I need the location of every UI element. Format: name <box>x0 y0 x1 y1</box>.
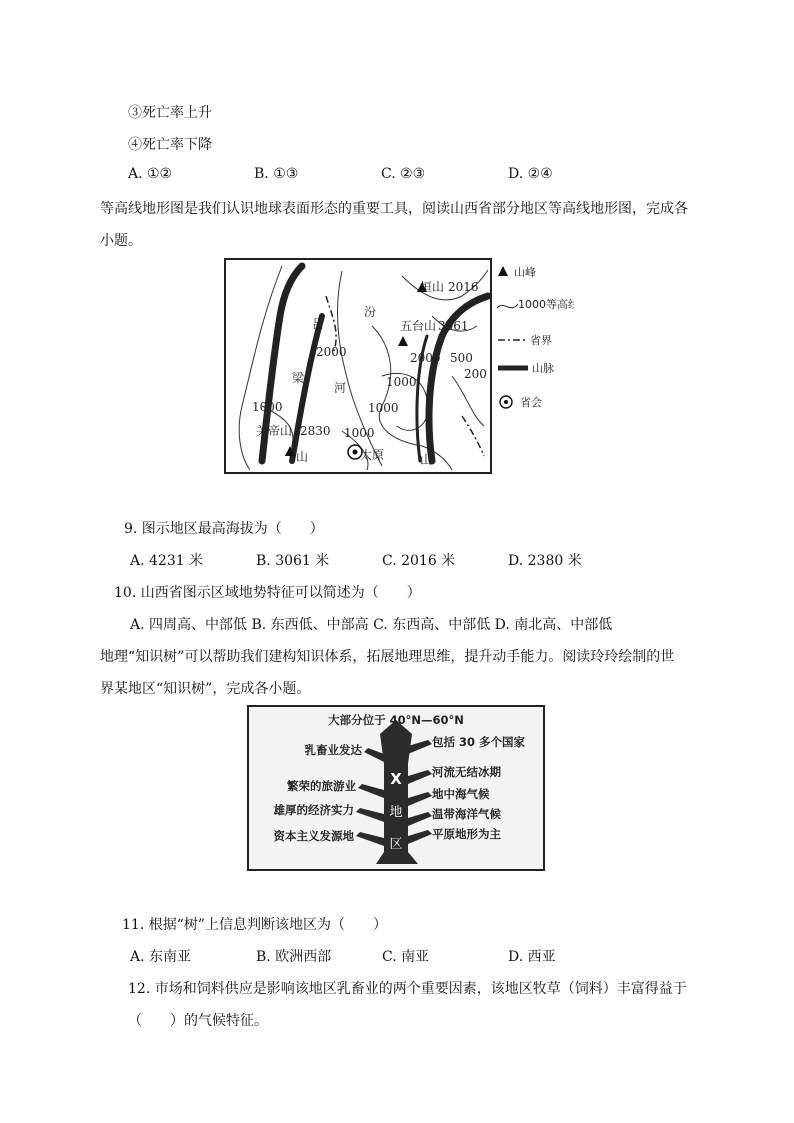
q11-stem: 11. 根据“树”上信息判断该地区为（ ） <box>122 917 388 933</box>
tree-right-label: 地中海气候 <box>432 787 490 801</box>
q9-option-d: D. 2380 米 <box>508 553 582 569</box>
q9-option-a: A. 4231 米 <box>130 553 204 569</box>
trunk-di: 地 <box>389 805 403 820</box>
contour-map-figure <box>222 256 574 476</box>
contour-label: 200 <box>464 367 487 381</box>
tree-left-label: 繁荣的旅游业 <box>287 779 356 793</box>
knowledge-tree <box>246 704 546 872</box>
legend-range: 山脉 <box>532 362 554 375</box>
peak-label-hengshan: 恒山 <box>420 280 445 294</box>
q12-line1: 12. 市场和饲料供应是影响该地区乳畜业的两个重要因素，该地区牧草（饲料）丰富得益于 <box>128 981 687 997</box>
legend-border: 省界 <box>530 334 552 347</box>
legend-peak: 山峰 <box>514 266 536 279</box>
map-legend <box>497 265 574 409</box>
peak-elev-wutai: 3061 <box>438 319 469 333</box>
intro2-line2: 界某地区“知识树”，完成各小题。 <box>100 681 311 697</box>
option-item-3: ③死亡率上升 <box>128 105 212 121</box>
intro1-line1: 等高线地形图是我们认识地球表面形态的重要工具，阅读山西省部分地区等高线地形图，完成各 <box>100 201 688 217</box>
intro1-line2: 小题。 <box>100 233 142 249</box>
label-liang: 梁 <box>292 371 305 385</box>
q11-option-a: A. 东南亚 <box>130 949 192 965</box>
trunk-x: X <box>390 770 402 788</box>
option-item-4: ④死亡率下降 <box>128 137 212 153</box>
tree-right-label: 温带海洋气候 <box>432 807 501 821</box>
label-shan: 山 <box>296 450 309 464</box>
label-shan-east: 山 <box>420 453 433 467</box>
q8-option-c: C. ②③ <box>381 166 426 182</box>
q10-stem: 10. 山西省图示区域地势特征可以简述为（ ） <box>114 585 421 601</box>
q8-option-a: A. ①② <box>128 166 173 182</box>
contour-label: 1000 <box>252 400 283 414</box>
contour-label: 500 <box>450 351 473 365</box>
legend-peak-icon <box>498 266 508 276</box>
tree-right-label: 平原地形为主 <box>432 827 501 841</box>
q11-option-d: D. 西亚 <box>508 949 556 965</box>
legend-capital: 省会 <box>520 396 542 409</box>
label-fen: 汾 <box>364 305 377 319</box>
label-lv: 吕 <box>312 317 325 331</box>
contour-label: 2000 <box>410 351 441 365</box>
contour-map <box>222 256 574 476</box>
tree-left-label: 雄厚的经济实力 <box>273 803 354 817</box>
trunk-qu: 区 <box>389 837 403 852</box>
legend-contour: 1000等高线 <box>518 298 574 311</box>
q10-options: A. 四周高、中部低 B. 东西低、中部高 C. 东西高、中部低 D. 南北高、中部低 <box>130 617 613 633</box>
tree-top-label: 大部分位于 40°N—60°N <box>328 713 464 727</box>
tree-left-label: 乳畜业发达 <box>304 743 362 757</box>
tree-left-label: 资本主义发源地 <box>273 829 354 843</box>
contour-label: 1000 <box>368 401 399 415</box>
intro2-line1: 地理“知识树”可以帮助我们建构知识体系，拓展地理思维，提升动手能力。阅读玲玲绘制的世 <box>100 649 675 665</box>
tree-right-label: 包括 30 多个国家 <box>432 735 526 749</box>
tree-right-label: 河流无结冰期 <box>432 765 501 779</box>
knowledge-tree-figure <box>246 704 546 872</box>
contour-label: 1000 <box>386 375 417 389</box>
label-he: 河 <box>334 381 347 395</box>
q11-option-c: C. 南亚 <box>382 949 430 965</box>
label-taiyuan: 太原 <box>360 448 385 462</box>
q9-stem: 9. 图示地区最高海拔为（ ） <box>124 521 324 537</box>
q8-option-d: D. ②④ <box>508 166 553 182</box>
q9-option-c: C. 2016 米 <box>382 553 456 569</box>
peak-elev-hengshan: 2016 <box>448 280 479 294</box>
contour-label: 1000 <box>344 426 375 440</box>
q12-line2: （ ）的气候特征。 <box>128 1013 268 1029</box>
contour-label: 2000 <box>316 345 347 359</box>
q9-option-b: B. 3061 米 <box>256 553 330 569</box>
q8-option-b: B. ①③ <box>254 166 299 182</box>
legend-contour-icon <box>497 304 518 308</box>
peak-elev-guandi: 2830 <box>300 424 331 438</box>
q11-option-b: B. 欧洲西部 <box>256 949 332 965</box>
peak-label-wutai: 五台山 <box>400 319 437 333</box>
peak-label-guandi: 关帝山 <box>256 424 293 438</box>
